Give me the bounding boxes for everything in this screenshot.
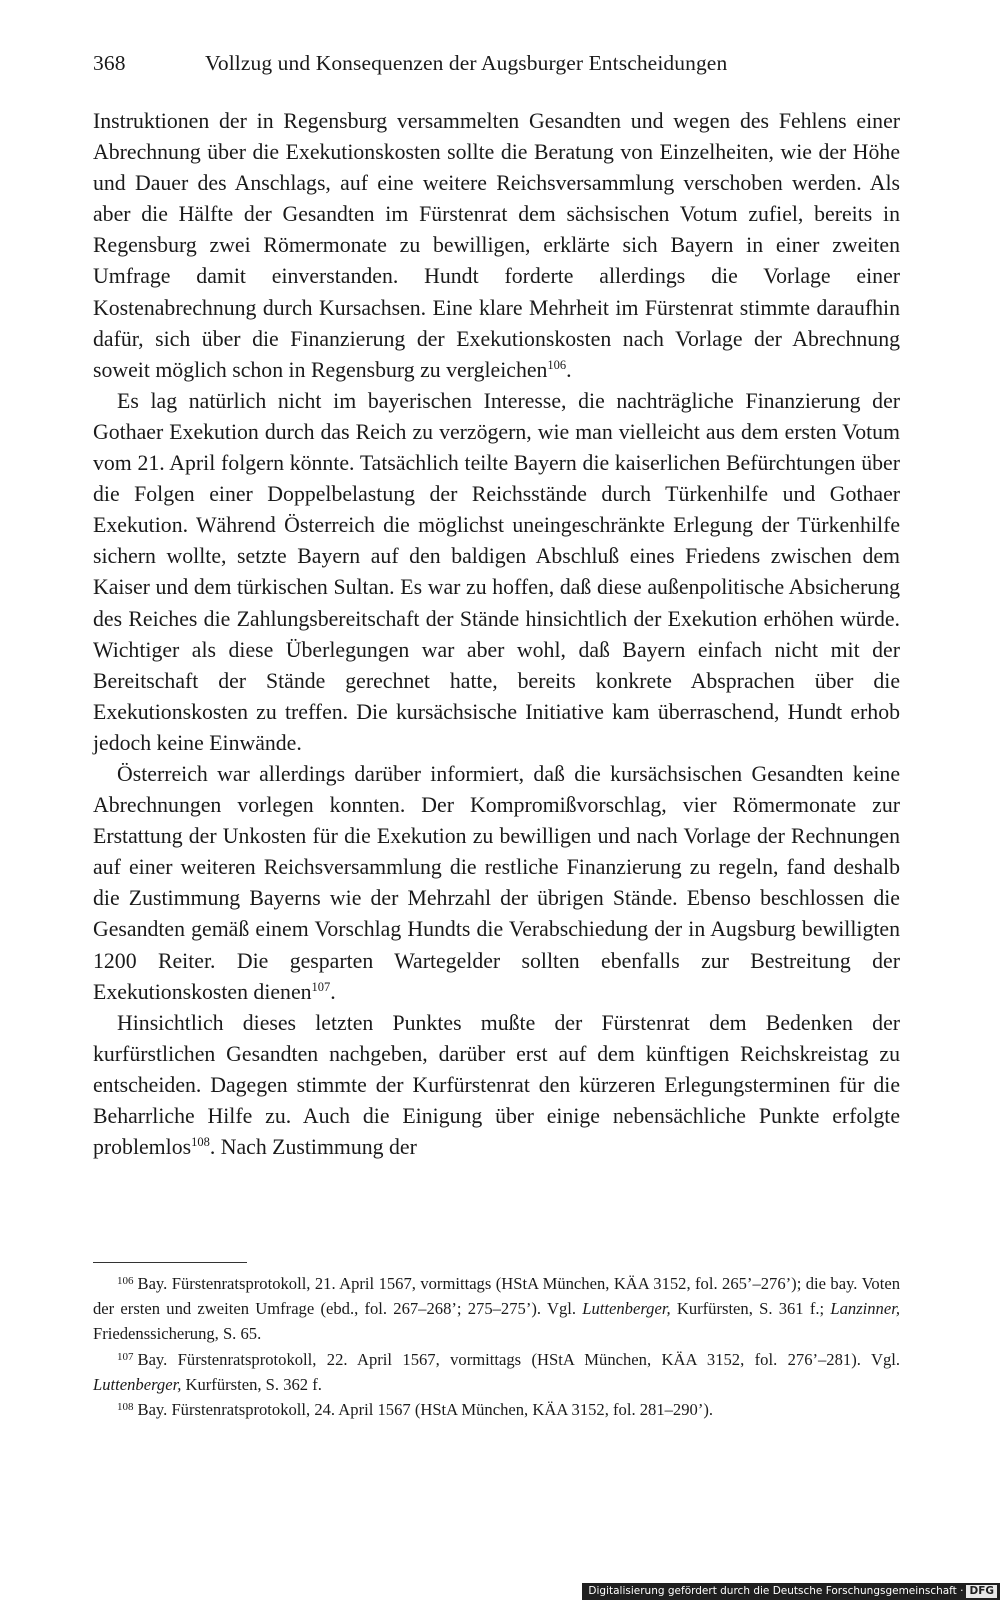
- running-title: Vollzug und Konsequenzen der Augsburger Entscheidungen: [205, 51, 728, 75]
- paragraph: [93, 1008, 900, 1163]
- paragraph-tail: . Nach Zustimmung der: [209, 1135, 417, 1160]
- footnote-reference[interactable]: 107: [311, 979, 331, 994]
- footnote-text: Bay. Fürstenratsprotokoll, 22. April 1567, vormittags (HStA München, KÄA 3152, fol. 276’–281). Vgl.: [137, 1349, 900, 1369]
- footnote: [93, 1397, 900, 1422]
- footnote-author: Luttenberger,: [93, 1374, 182, 1394]
- credit-text: Digitalisierung gefördert durch die Deutsche Forschungsgemeinschaft ·: [588, 1585, 964, 1597]
- footnote-author: Luttenberger,: [582, 1299, 671, 1319]
- footnote-number: 108: [117, 1401, 134, 1414]
- paragraph-tail: .: [330, 979, 336, 1004]
- main-text: [93, 106, 900, 1163]
- footnote-author: Lanzinner,: [830, 1299, 900, 1319]
- digitization-credit: [582, 1583, 1000, 1600]
- dfg-logo: DFG: [966, 1585, 997, 1598]
- footnote-text: Friedenssicherung, S. 65.: [93, 1324, 262, 1344]
- footnote-number: 106: [117, 1275, 134, 1287]
- footnote-text: Bay. Fürstenratsprotokoll, 24. April 1567 (HStA München, KÄA 3152, fol. 281–290’).: [137, 1400, 714, 1420]
- paragraph-text: Österreich war allerdings darüber informiert, daß die kursächsischen Gesandten keine Abrechnungen vorlegen konnten. Der Kompromißvorschlag, vier Römermonate zur Erstattung der Unkosten für die Exekution zu bewilligen und nach Vorlage der Rechnungen auf einer weiteren Reichsversammlung die restliche Finanzierung zu regeln, fand deshalb die Zustimmung Bayerns wie der Mehrzahl der übrigen Stände. Ebenso beschlossen die Gesandten gemäß einem Vorschlag Hundts die Verabschiedung der in Augsburg bewilligten 1200 Reiter. Die gesparten Wartegelder sollten ebenfalls zur Bestreitung der Exekutionskosten dienen: [93, 761, 900, 1004]
- footnote: [93, 1347, 900, 1397]
- page-number: 368: [93, 51, 126, 75]
- paragraph: [93, 386, 900, 759]
- footnote-divider: [93, 1262, 247, 1263]
- footnote: [93, 1271, 900, 1347]
- footnote-number: 107: [117, 1350, 134, 1363]
- running-header: [93, 46, 900, 80]
- paragraph-text: Es lag natürlich nicht im bayerischen Interesse, die nachträgliche Finanzierung der Gothaer Exekution durch das Reich zu verzögern, wie man vielleicht aus dem ersten Votum vom 21. April folgern könnte. Tatsächlich teilte Bayern die kaiserlichen Befürchtungen über die Folgen einer Doppelbelastung der Reichsstände durch Türkenhilfe und Gothaer Exekution. Während Österreich die möglichst uneingeschränkte Erlegung der Türkenhilfe sichern wollte, setzte Bayern auf den baldigen Abschluß eines Friedens zwischen dem Kaiser und dem türkischen Sultan. Es war zu hoffen, daß diese außenpolitische Absicherung des Reiches die Zahlungsbereitschaft der Stände hinsichtlich der Exekution erhöhen würde. Wichtiger als diese Überlegungen war aber wohl, daß Bayern einfach nicht mit der Bereitschaft der Stände gerechnet hatte, bereits konkrete Absprachen über die Exekutionskosten zu treffen. Die kursächsische Initiative kam überraschend, Hundt erhob jedoch keine Einwände.: [93, 388, 900, 755]
- paragraph-text: Instruktionen der in Regensburg versammelten Gesandten und wegen des Fehlens einer Abrechnung über die Exekutionskosten sollte die Beratung von Einzelheiten, wie der Höhe und Dauer des Anschlags, auf eine weitere Reichsversammlung verschoben werden. Als aber die Hälfte der Gesandten im Fürstenrat dem sächsischen Votum zufiel, bereits in Regensburg zwei Römermonate zu bewilligen, erklärte sich Bayern in einer zweiten Umfrage damit einverstanden. Hundt forderte allerdings die Vorlage einer Kostenabrechnung durch Kursachsen. Eine klare Mehrheit im Fürstenrat stimmte daraufhin dafür, sich über die Finanzierung der Exekutionskosten nach Vorlage der Abrechnung soweit möglich schon in Regensburg zu vergleichen: [93, 109, 900, 382]
- paragraph: [93, 759, 900, 1008]
- paragraph: [93, 106, 900, 386]
- footnote-text: Kurfürsten, S. 361 f.;: [670, 1299, 831, 1319]
- footnote-reference[interactable]: 108: [191, 1135, 210, 1150]
- paragraph-tail: .: [566, 357, 572, 382]
- footnote-text: Kurfürsten, S. 362 f.: [181, 1374, 322, 1394]
- footnote-text: Bay. Fürstenratsprotokoll, 21. April 1567, vormittags (HStA München, KÄA 3152, fol. 265’–276’); die bay. Voten der ersten und zweiten Umfrage (ebd., fol. 267–268’; 275–275’). Vgl.: [93, 1274, 900, 1319]
- footnotes: [93, 1271, 900, 1422]
- footnote-reference[interactable]: 106: [547, 357, 567, 372]
- paragraph-text: Hinsichtlich dieses letzten Punktes mußte der Fürstenrat dem Bedenken der kurfürstlichen Gesandten nachgeben, darüber erst auf dem künftigen Reichskreistag zu entscheiden. Dagegen stimmte der Kurfürstenrat den kürzeren Erlegungsterminen für die Beharrliche Hilfe zu. Auch die Einigung über einige nebensächliche Punkte erfolgte problemlos: [93, 1010, 900, 1160]
